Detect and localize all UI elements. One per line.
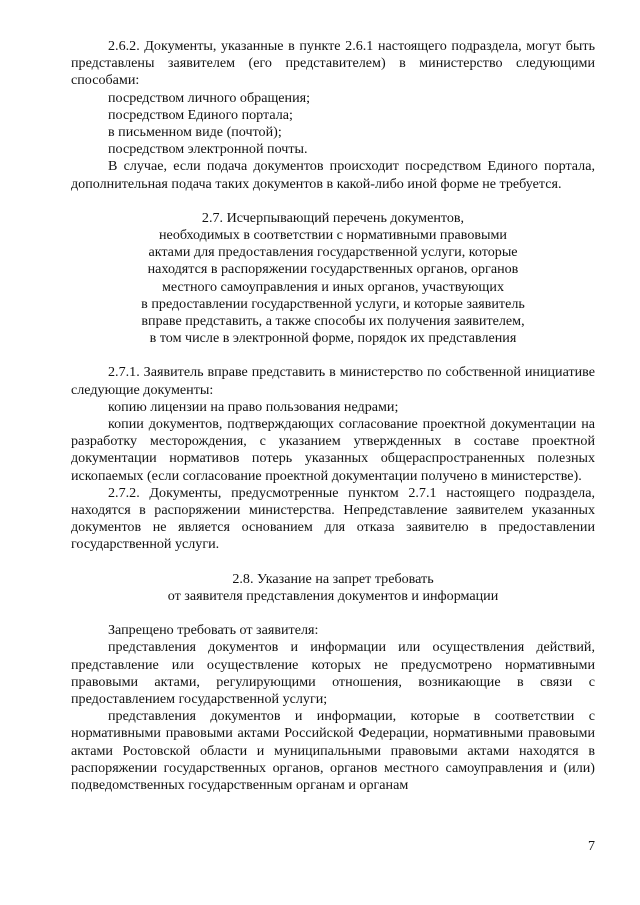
document-item-copies: копии документов, подтверждающих согласование проектной документации на разработку месторождения, с указанием утвержденных в составе проектной документации нормативов потерь указанных общераспространенных полезных ископаемых (если согласование проектной документации получено в министерстве). [71,416,595,484]
document-page [71,38,595,794]
method-item: посредством Единого портала; [108,106,293,123]
paragraph-portal: В случае, если подача документов происходит посредством Единого портала, дополнительная подача таких документов в какой-либо иной форме не требуется. [71,158,595,192]
method-item: посредством электронной почты. [108,141,308,158]
method-item: в письменном виде (почтой); [108,124,282,141]
page-number: 7 [588,839,595,854]
paragraph-prohibited: Запрещено требовать от заявителя: [108,622,319,639]
prohibited-item: представления документов и информации, которые в соответствии с нормативными правовыми актами Российской Федерации, нормативными правовыми актами Ростовской области и муниципальными правовыми актами находятся в распоряжении государственных органов, органов местного самоуправления и (или) подведомственных государственным органам и органам [71,708,595,793]
heading-line: необходимых в соответствии с нормативными правовыми [159,227,507,244]
heading-line: 2.8. Указание на запрет требовать [232,570,434,587]
heading-line: 2.7. Исчерпывающий перечень документов, [201,209,465,226]
heading-line: находятся в распоряжении государственных органов, органов [147,261,519,278]
heading-line: вправе представить, а также способы их получения заявителем, [141,313,525,330]
heading-line: от заявителя представления документов и информации [167,587,499,604]
heading-line: актами для предоставления государственной услуги, которые [148,244,518,261]
paragraph-2-6-2: 2.6.2. Документы, указанные в пункте 2.6.1 настоящего подраздела, могут быть представлены заявителем (его представителем) в министерство следующими способами: [71,38,595,89]
paragraph-2-7-1: 2.7.1. Заявитель вправе представить в министерство по собственной инициативе следующие документы: [71,364,595,398]
heading-line: в предоставлении государственной услуги, и которые заявитель [141,295,525,312]
paragraph-2-7-2: 2.7.2. Документы, предусмотренные пунктом 2.7.1 настоящего подраздела, находятся в распоряжении министерства. Непредставление заявителем указанных документов не является основанием для отказа заявителю в предоставлении государственной услуги. [71,484,595,553]
heading-line: в том числе в электронной форме, порядок их представления [149,330,517,347]
document-item-license: копию лицензии на право пользования недрами; [108,398,399,415]
section-2-7-heading [71,210,595,348]
section-2-8-heading [71,571,595,605]
heading-line: местного самоуправления и иных органов, участвующих [162,278,504,295]
prohibited-item: представления документов и информации или осуществления действий, представление или осуществление которых не предусмотрено нормативными правовыми актами, регулирующими отношения, возникающие в связи с предоставлением государственной услуги; [71,639,595,707]
method-item: посредством личного обращения; [108,89,311,106]
